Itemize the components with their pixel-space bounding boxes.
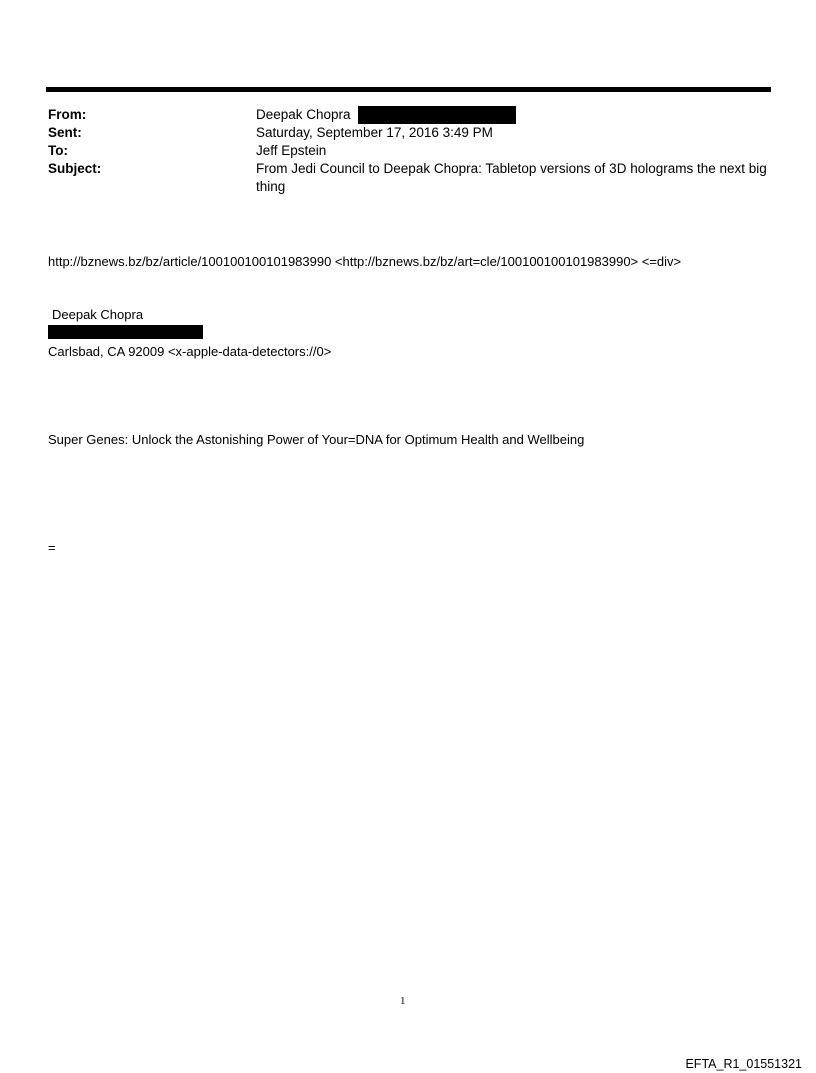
page-number: 1	[400, 995, 406, 1007]
to-label: To:	[48, 143, 68, 158]
trailing-equals: =	[48, 540, 56, 555]
sent-value: Saturday, September 17, 2016 3:49 PM	[256, 125, 493, 140]
subject-label: Subject:	[48, 161, 102, 176]
bates-number: EFTA_R1_01551321	[685, 1057, 802, 1071]
article-link-line: http://bznews.bz/bz/article/100100100101983990 <http://bznews.bz/bz/art=cle/100100100101983990> <=div>	[48, 254, 682, 269]
from-label: From:	[48, 107, 87, 122]
sender-name: Deepak Chopra	[256, 107, 351, 122]
header-divider	[46, 87, 771, 92]
signature-name: Deepak Chopra	[52, 307, 144, 322]
redaction-box	[358, 106, 516, 124]
redaction-box	[48, 325, 203, 339]
signature-address: Carlsbad, CA 92009 <x-apple-data-detectors://0>	[48, 344, 332, 359]
to-value: Jeff Epstein	[256, 143, 327, 158]
from-value	[256, 106, 776, 124]
subject-value: From Jedi Council to Deepak Chopra: Tabletop versions of 3D holograms the next big thing	[256, 161, 767, 194]
sent-label: Sent:	[48, 125, 82, 140]
book-title-line: Super Genes: Unlock the Astonishing Power of Your=DNA for Optimum Health and Wellbeing	[48, 432, 585, 447]
